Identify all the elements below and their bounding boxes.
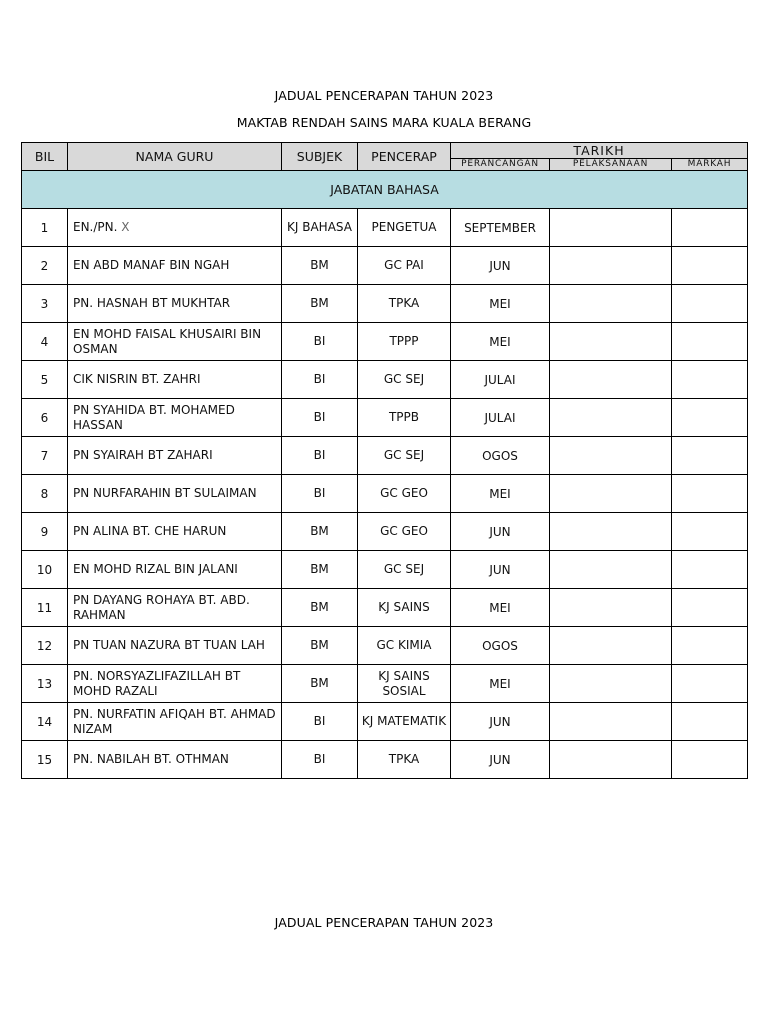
bil-cell: 8 bbox=[22, 475, 68, 513]
marks-cell bbox=[672, 209, 748, 247]
implementation-date-cell bbox=[550, 361, 672, 399]
marks-cell bbox=[672, 323, 748, 361]
planned-month-cell: MEI bbox=[451, 285, 550, 323]
observer-cell: GC GEO bbox=[358, 513, 451, 551]
observer-cell: GC PAI bbox=[358, 247, 451, 285]
teacher-name-cell: PN SYAIRAH BT ZAHARI bbox=[68, 437, 282, 475]
marks-cell bbox=[672, 703, 748, 741]
name-placeholder-mark: X bbox=[117, 220, 130, 234]
bil-cell: 2 bbox=[22, 247, 68, 285]
subject-cell: BI bbox=[282, 703, 358, 741]
teacher-name-cell: PN. HASNAH BT MUKHTAR bbox=[68, 285, 282, 323]
table-row bbox=[22, 513, 748, 551]
implementation-date-cell bbox=[550, 665, 672, 703]
marks-cell bbox=[672, 361, 748, 399]
planned-month-cell: JUN bbox=[451, 513, 550, 551]
marks-cell bbox=[672, 589, 748, 627]
school-name: MAKTAB RENDAH SAINS MARA KUALA BERANG bbox=[236, 115, 532, 130]
teacher-name-cell: PN. NORSYAZLIFAZILLAH BT MOHD RAZALI bbox=[68, 665, 282, 703]
planned-month-cell: JUN bbox=[451, 247, 550, 285]
marks-cell bbox=[672, 475, 748, 513]
planned-month-cell: MEI bbox=[451, 665, 550, 703]
planned-month-cell: JUN bbox=[451, 741, 550, 779]
observer-cell: KJ MATEMATIK bbox=[358, 703, 451, 741]
teacher-name-cell: EN MOHD RIZAL BIN JALANI bbox=[68, 551, 282, 589]
marks-cell bbox=[672, 627, 748, 665]
teacher-name-cell: EN MOHD FAISAL KHUSAIRI BIN OSMAN bbox=[68, 323, 282, 361]
teacher-name-cell: CIK NISRIN BT. ZAHRI bbox=[68, 361, 282, 399]
subject-cell: BM bbox=[282, 247, 358, 285]
page-title: JADUAL PENCERAPAN TAHUN 2023 bbox=[274, 88, 494, 103]
subject-cell: BI bbox=[282, 323, 358, 361]
table-row bbox=[22, 247, 748, 285]
subject-cell: BI bbox=[282, 399, 358, 437]
implementation-date-cell bbox=[550, 475, 672, 513]
observer-cell: GC SEJ bbox=[358, 551, 451, 589]
bil-cell: 4 bbox=[22, 323, 68, 361]
teacher-name-cell: EN ABD MANAF BIN NGAH bbox=[68, 247, 282, 285]
bil-cell: 6 bbox=[22, 399, 68, 437]
bil-cell: 11 bbox=[22, 589, 68, 627]
planned-month-cell: MEI bbox=[451, 589, 550, 627]
planned-month-cell: JULAI bbox=[451, 361, 550, 399]
teacher-name-cell: EN./PN. X bbox=[68, 209, 282, 247]
table-row bbox=[22, 399, 748, 437]
column-header-pencerap: PENCERAP bbox=[358, 143, 451, 171]
bil-cell: 5 bbox=[22, 361, 68, 399]
table-row bbox=[22, 437, 748, 475]
subject-cell: BI bbox=[282, 741, 358, 779]
implementation-date-cell bbox=[550, 209, 672, 247]
planned-month-cell: MEI bbox=[451, 323, 550, 361]
planned-month-cell: SEPTEMBER bbox=[451, 209, 550, 247]
bil-cell: 13 bbox=[22, 665, 68, 703]
table-row bbox=[22, 323, 748, 361]
subject-cell: BI bbox=[282, 475, 358, 513]
observer-cell: TPKA bbox=[358, 741, 451, 779]
marks-cell bbox=[672, 741, 748, 779]
subject-cell: BM bbox=[282, 285, 358, 323]
implementation-date-cell bbox=[550, 589, 672, 627]
table-row bbox=[22, 741, 748, 779]
column-header-markah: MARKAH bbox=[672, 159, 748, 171]
table-row bbox=[22, 627, 748, 665]
observer-cell: GC SEJ bbox=[358, 437, 451, 475]
planned-month-cell: OGOS bbox=[451, 437, 550, 475]
marks-cell bbox=[672, 247, 748, 285]
column-header-tarikh: TARIKH bbox=[451, 143, 748, 159]
column-header-subjek: SUBJEK bbox=[282, 143, 358, 171]
marks-cell bbox=[672, 551, 748, 589]
implementation-date-cell bbox=[550, 437, 672, 475]
table-row bbox=[22, 589, 748, 627]
subject-cell: BI bbox=[282, 361, 358, 399]
marks-cell bbox=[672, 437, 748, 475]
table-row bbox=[22, 209, 748, 247]
observer-cell: GC SEJ bbox=[358, 361, 451, 399]
table-row bbox=[22, 361, 748, 399]
observer-cell: KJ SAINS SOSIAL bbox=[358, 665, 451, 703]
bil-cell: 10 bbox=[22, 551, 68, 589]
implementation-date-cell bbox=[550, 741, 672, 779]
bil-cell: 1 bbox=[22, 209, 68, 247]
implementation-date-cell bbox=[550, 627, 672, 665]
implementation-date-cell bbox=[550, 703, 672, 741]
observer-cell: TPPB bbox=[358, 399, 451, 437]
planned-month-cell: JUN bbox=[451, 703, 550, 741]
subject-cell: BM bbox=[282, 589, 358, 627]
observer-cell: GC GEO bbox=[358, 475, 451, 513]
subject-cell: BI bbox=[282, 437, 358, 475]
column-header-bil: BIL bbox=[22, 143, 68, 171]
implementation-date-cell bbox=[550, 285, 672, 323]
observer-cell: TPPP bbox=[358, 323, 451, 361]
table-row bbox=[22, 551, 748, 589]
planned-month-cell: MEI bbox=[451, 475, 550, 513]
bil-cell: 9 bbox=[22, 513, 68, 551]
bil-cell: 15 bbox=[22, 741, 68, 779]
observer-cell: KJ SAINS bbox=[358, 589, 451, 627]
implementation-date-cell bbox=[550, 399, 672, 437]
implementation-date-cell bbox=[550, 551, 672, 589]
teacher-name-cell: PN TUAN NAZURA BT TUAN LAH bbox=[68, 627, 282, 665]
column-header-pelaksanaan: PELAKSANAAN bbox=[550, 159, 672, 171]
teacher-name-cell: PN. NURFATIN AFIQAH BT. AHMAD NIZAM bbox=[68, 703, 282, 741]
implementation-date-cell bbox=[550, 513, 672, 551]
teacher-name-cell: PN DAYANG ROHAYA BT. ABD. RAHMAN bbox=[68, 589, 282, 627]
teacher-name-cell: PN ALINA BT. CHE HARUN bbox=[68, 513, 282, 551]
observer-cell: TPKA bbox=[358, 285, 451, 323]
observer-cell: GC KIMIA bbox=[358, 627, 451, 665]
bil-cell: 7 bbox=[22, 437, 68, 475]
bil-cell: 3 bbox=[22, 285, 68, 323]
subject-cell: BM bbox=[282, 627, 358, 665]
marks-cell bbox=[672, 399, 748, 437]
implementation-date-cell bbox=[550, 323, 672, 361]
bil-cell: 12 bbox=[22, 627, 68, 665]
marks-cell bbox=[672, 513, 748, 551]
bil-cell: 14 bbox=[22, 703, 68, 741]
teacher-name-cell: PN NURFARAHIN BT SULAIMAN bbox=[68, 475, 282, 513]
marks-cell bbox=[672, 285, 748, 323]
table-row bbox=[22, 285, 748, 323]
implementation-date-cell bbox=[550, 247, 672, 285]
planned-month-cell: JULAI bbox=[451, 399, 550, 437]
subject-cell: BM bbox=[282, 665, 358, 703]
table-row bbox=[22, 703, 748, 741]
footer-title: JADUAL PENCERAPAN TAHUN 2023 bbox=[274, 915, 494, 930]
observer-cell: PENGETUA bbox=[358, 209, 451, 247]
planned-month-cell: OGOS bbox=[451, 627, 550, 665]
subject-cell: BM bbox=[282, 551, 358, 589]
planned-month-cell: JUN bbox=[451, 551, 550, 589]
column-header-perancangan: PERANCANGAN bbox=[451, 159, 550, 171]
teacher-name-cell: PN SYAHIDA BT. MOHAMED HASSAN bbox=[68, 399, 282, 437]
subject-cell: KJ BAHASA bbox=[282, 209, 358, 247]
table-row bbox=[22, 475, 748, 513]
marks-cell bbox=[672, 665, 748, 703]
department-heading: JABATAN BAHASA bbox=[22, 171, 748, 209]
column-header-nama-guru: NAMA GURU bbox=[68, 143, 282, 171]
table-row bbox=[22, 665, 748, 703]
subject-cell: BM bbox=[282, 513, 358, 551]
teacher-name-cell: PN. NABILAH BT. OTHMAN bbox=[68, 741, 282, 779]
observation-schedule-table bbox=[21, 142, 748, 779]
